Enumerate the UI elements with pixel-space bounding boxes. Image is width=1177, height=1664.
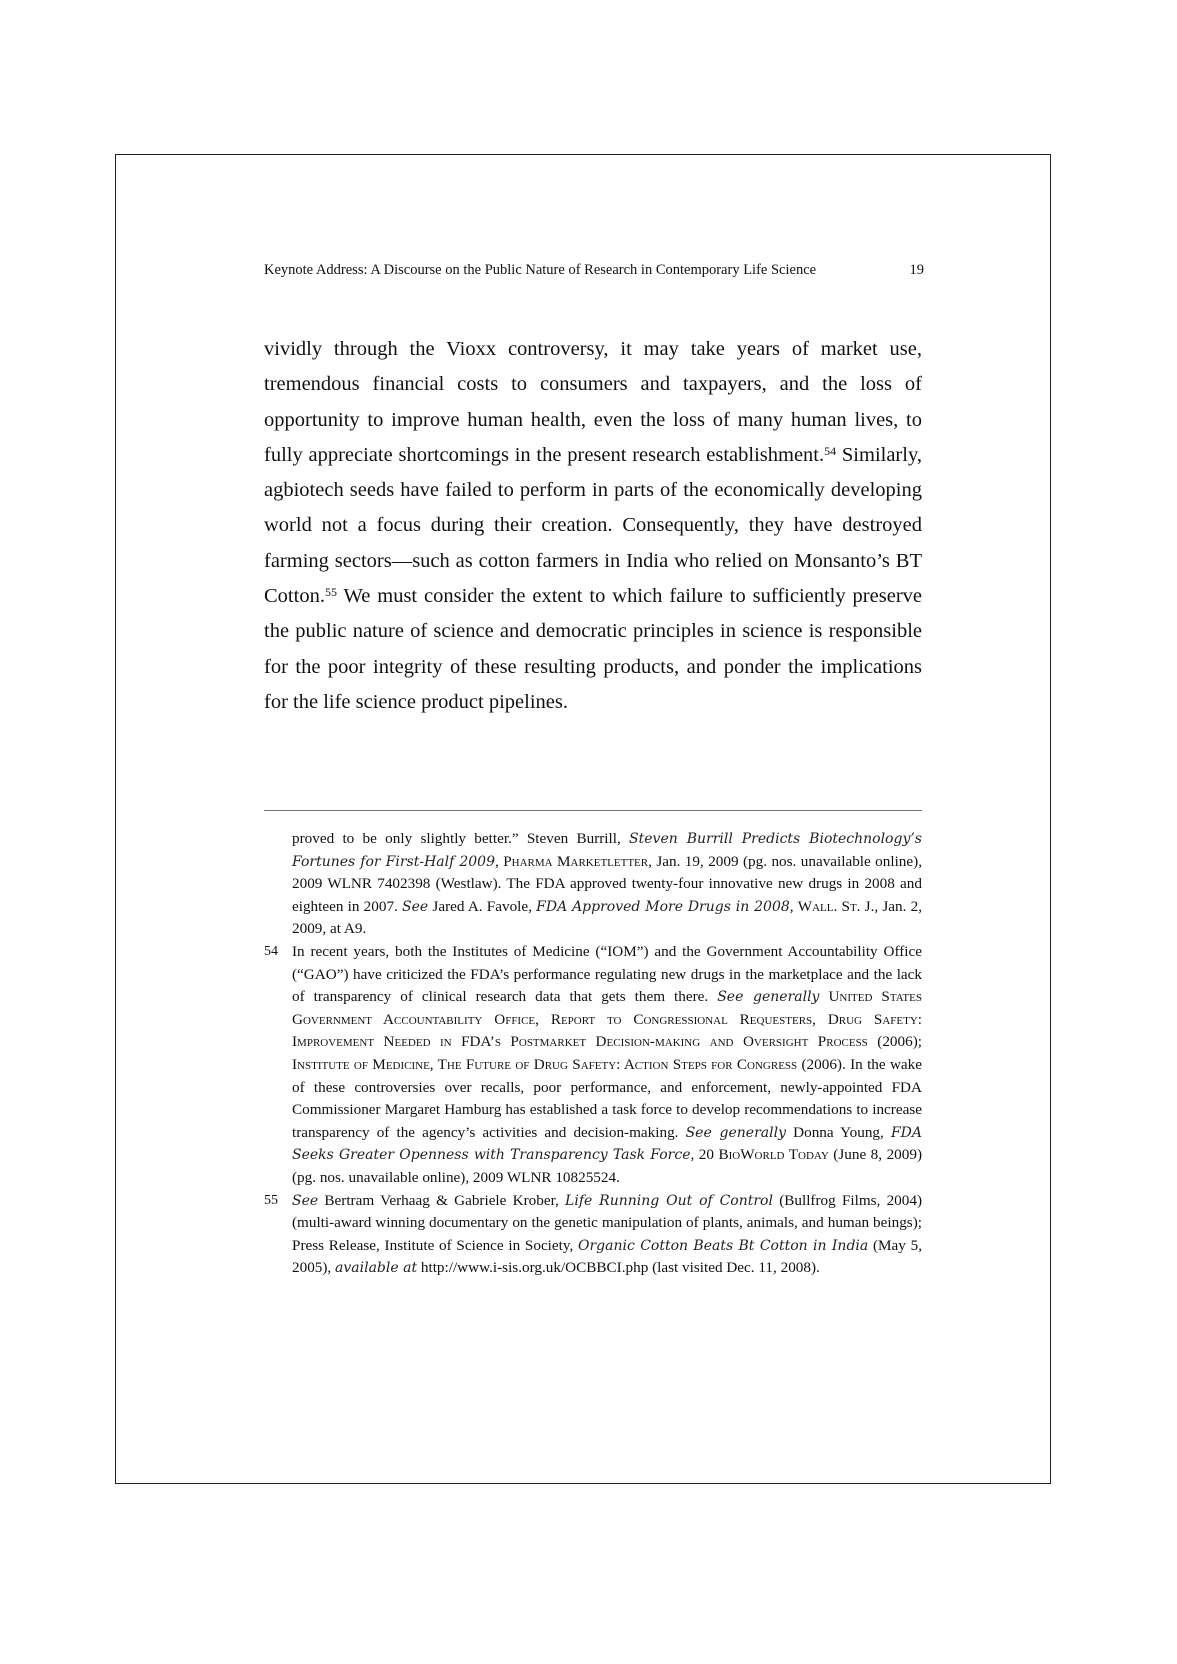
footnote-55 bbox=[264, 1190, 922, 1280]
body-text-segment: vividly through the Vioxx controversy, it may take years of market use, tremendous financial costs to consumers and taxpayers, and the loss of opportunity to improve human health, even the loss of many human lives, to fully appreciate shortcomings in the present research establishment. bbox=[264, 338, 922, 466]
fn-text: , bbox=[789, 897, 798, 915]
fn-italic: Life Running Out of Control bbox=[565, 1192, 773, 1209]
fn-text: (June 8, 2009) (pg. nos. unavailable online), 2009 WLNR 10825524. bbox=[292, 1146, 923, 1186]
fn-italic: Steven Burrill Predicts Biotechnology’s Fortunes for First-Half 2009 bbox=[292, 831, 922, 870]
fn-text: (May 5, 2005), bbox=[292, 1236, 922, 1277]
page-number: 19 bbox=[909, 262, 924, 278]
fn-italic: Organic Cotton Beats Bt Cotton in India bbox=[578, 1237, 869, 1254]
fn-italic: See generally bbox=[685, 1124, 786, 1141]
fn-text: In recent years, both the Institutes of Medicine (“IOM”) and the Government Accountability Office (“GAO”) have criticized the FDA’s performance regulating new drugs in the marketplace and the lack of transparency of clinical research data that gets them there. bbox=[292, 942, 922, 1006]
fn-text: Bertram Verhaag & Gabriele Krober, bbox=[318, 1191, 566, 1209]
footnote-number: 54 bbox=[264, 943, 278, 959]
footnote-continued bbox=[264, 828, 922, 941]
fn-text: Jared A. Favole, bbox=[428, 897, 537, 915]
fn-smallcaps: BioWorld Today bbox=[718, 1146, 829, 1164]
fn-smallcaps: Pharma Marketletter bbox=[503, 852, 649, 870]
fn-text: (Bullfrog Films, 2004) (multi-award winning documentary on the genetic manipulation of plants, animals, and human beings); Press Release, Institute of Science in Society, bbox=[292, 1191, 923, 1254]
footnote-ref-54[interactable]: 54 bbox=[824, 443, 837, 458]
fn-smallcaps: Wall. St. J. bbox=[797, 897, 875, 915]
fn-smallcaps: Institute of Medicine, The Future of Drug Safety: Action Steps for Congress bbox=[292, 1055, 798, 1073]
running-header bbox=[264, 262, 924, 279]
fn-italic: FDA Seeks Greater Openness with Transparency Task Force bbox=[292, 1124, 922, 1164]
footnote-54 bbox=[264, 941, 922, 1190]
fn-italic: See generally bbox=[717, 989, 820, 1006]
footnote-number: 55 bbox=[264, 1192, 278, 1208]
body-paragraph bbox=[264, 332, 922, 720]
fn-italic: available at bbox=[335, 1260, 418, 1277]
fn-text: , bbox=[494, 852, 504, 870]
fn-text: , Jan. 19, 2009 (pg. nos. unavailable online), 2009 WLNR 7402398 (Westlaw). The FDA approved twenty-four innovative new drugs in 2008 and eighteen in 2007. bbox=[292, 852, 922, 915]
fn-text: Donna Young, bbox=[786, 1123, 891, 1141]
footnote-ref-55[interactable]: 55 bbox=[324, 585, 337, 600]
fn-smallcaps: United States Government Accountability Office, Report to Congressional Requesters, Drug Safety: Improvement Needed in FDA’s Postmarket Decision-making and Oversight Process bbox=[292, 988, 922, 1051]
fn-italic: See bbox=[402, 898, 429, 915]
fn-text: , Jan. 2, 2009, at A9. bbox=[292, 897, 923, 938]
fn-text: (2006). In the wake of these controversies over recalls, poor performance, and enforcement, newly-appointed FDA Commissioner Margaret Hamburg has established a task force to develop recommendations to increase transparency of the agency’s activities and decision-making. bbox=[292, 1055, 922, 1141]
fn-link-text: http://www.i-sis.org.uk/OCBBCI.php (last visited Dec. 11, 2008). bbox=[417, 1259, 820, 1277]
header-title: Keynote Address: A Discourse on the Public Nature of Research in Contemporary Life Science bbox=[264, 262, 817, 278]
fn-text: proved to be only slightly better.” Steven Burrill, bbox=[292, 830, 630, 847]
fn-italic: See bbox=[292, 1192, 319, 1209]
footnotes bbox=[264, 828, 922, 1280]
fn-italic: FDA Approved More Drugs in 2008 bbox=[536, 898, 790, 915]
body-text-segment: Similarly, agbiotech seeds have failed to perform in parts of the economically developing world not a focus during their creation. Consequently, they have destroyed farming sectors—such as cotton farmers in India who relied on Monsanto’s BT Cotton. bbox=[264, 443, 922, 608]
footnote-separator bbox=[264, 810, 922, 811]
body-text-segment: We must consider the extent to which failure to sufficiently preserve the public nature of science and democratic principles in science is responsible for the poor integrity of these resulting products, and ponder the implications for the life science product pipelines. bbox=[264, 585, 922, 713]
fn-text: (2006); bbox=[867, 1033, 922, 1051]
fn-text: , 20 bbox=[690, 1146, 719, 1164]
